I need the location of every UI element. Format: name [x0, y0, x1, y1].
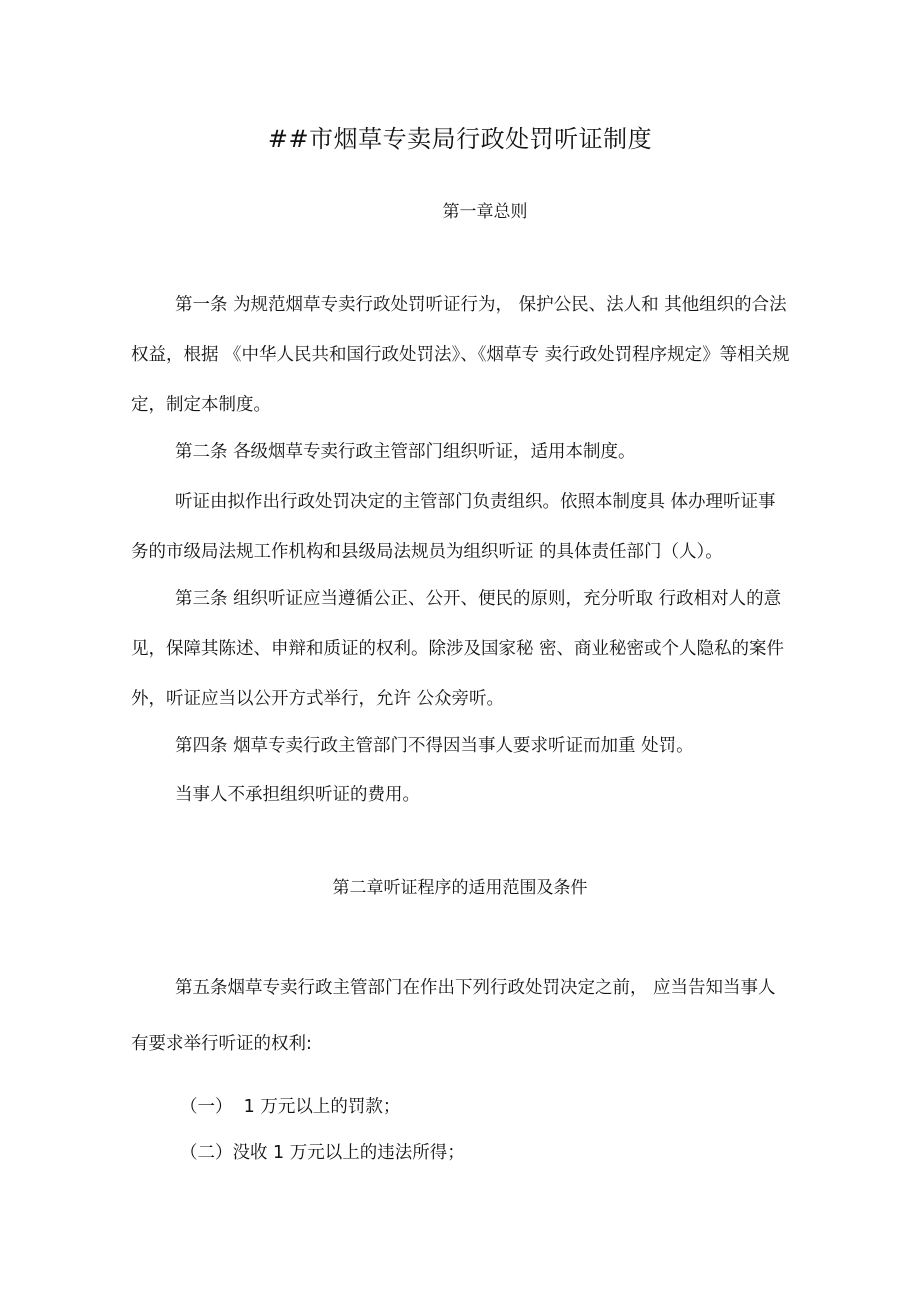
- article-5: 第五条烟草专卖行政主管部门在作出下列行政处罚决定之前， 应当告知当事人有要求举行听证的权利:: [131, 978, 776, 1054]
- article-3: 第三条 组织听证应当遵循公正、公开、便民的原则，充分听取 行政相对人的意见，保障其陈述、申辩和质证的权利。除涉及国家秘 密、商业秘密或个人隐私的案件外，听证应当以公开方式举行，允许 公众旁听。: [131, 589, 785, 709]
- list-item: （一） 1 万元以上的罚款；: [180, 1097, 401, 1117]
- list-item: （二）没收 1 万元以上的违法所得；: [180, 1143, 465, 1163]
- article-4-paragraph-2: 当事人不承担组织听证的费用。: [175, 785, 420, 805]
- document-title: ##市烟草专卖局行政处罚听证制度: [267, 125, 653, 153]
- article-2: 第二条 各级烟草专卖行政主管部门组织听证，适用本制度。: [175, 442, 636, 462]
- article-2-paragraph-2: 听证由拟作出行政处罚决定的主管部门负责组织。依照本制度具 体办理听证事务的市级局法规工作机构和县级局法规员为组织听证 的具体责任部门（人）。: [131, 492, 776, 562]
- article-1: 第一条 为规范烟草专卖行政处罚听证行为， 保护公民、法人和 其他组织的合法权益，根据 《中华人民共和国行政处罚法》、《烟草专 卖行政处罚程序规定》等相关规定，制定本制度。: [131, 295, 790, 415]
- article-4: 第四条 烟草专卖行政主管部门不得因当事人要求听证而加重 处罚。: [175, 736, 694, 756]
- chapter-1-heading: 第一章总则: [442, 202, 528, 222]
- chapter-2-heading: 第二章听证程序的适用范围及条件: [332, 878, 588, 898]
